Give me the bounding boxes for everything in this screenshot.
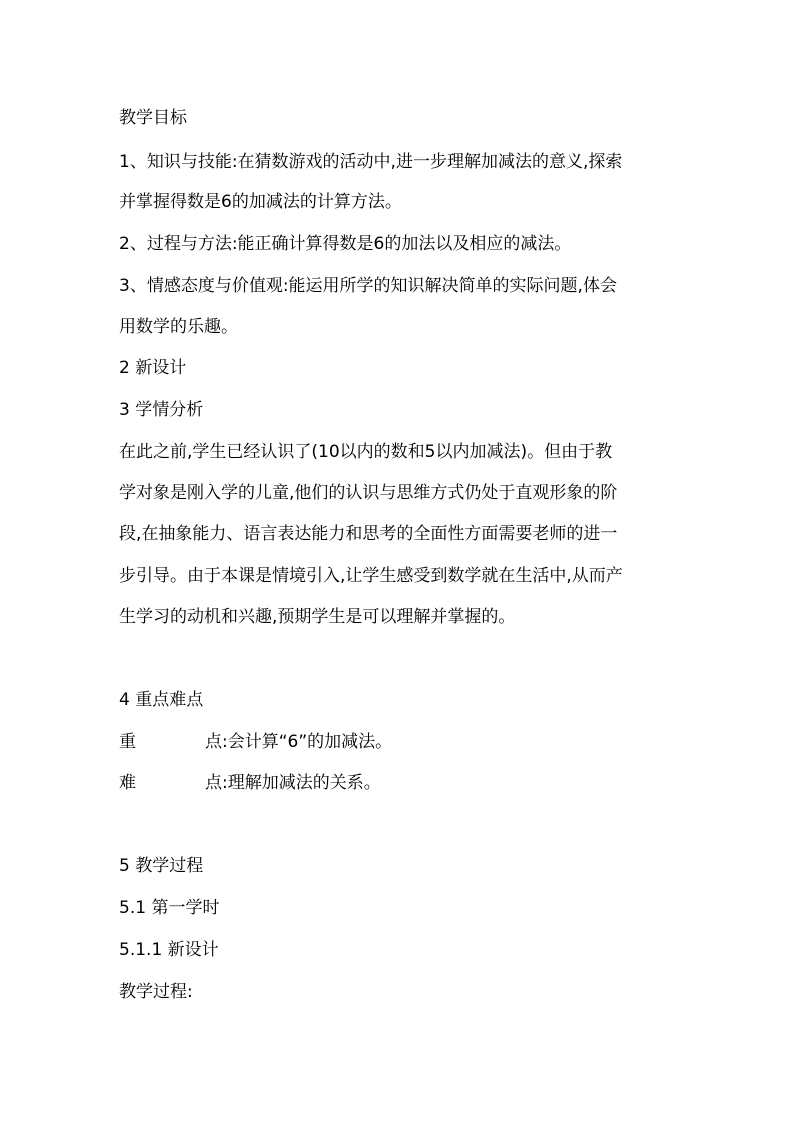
objective-2-line-1: 2、过程与方法:能正确计算得数是6的加法以及相应的减法。 <box>119 234 572 254</box>
analysis-line-1: 在此之前,学生已经认识了(10以内的数和5以内加减法)。但由于教 <box>119 442 613 462</box>
objective-1-line-2: 并掌握得数是6的加减法的计算方法。 <box>119 192 402 212</box>
section-5-heading: 5 教学过程 <box>119 856 204 876</box>
analysis-line-3: 段,在抽象能力、语言表达能力和思考的全面性方面需要老师的进一 <box>119 524 618 544</box>
objective-3-line-1: 3、情感态度与价值观:能运用所学的知识解决简单的实际问题,体会 <box>119 276 617 296</box>
analysis-line-5: 生学习的动机和兴趣,预期学生是可以理解并掌握的。 <box>119 607 516 627</box>
objectives-heading: 教学目标 <box>119 108 187 128</box>
section-4-heading: 4 重点难点 <box>119 690 204 710</box>
process-label: 教学过程: <box>119 982 193 1002</box>
difficult-point-row <box>119 771 381 795</box>
subsection-5-1: 5.1 第一学时 <box>119 898 220 918</box>
difficult-point-label: 难 <box>119 773 136 793</box>
key-point-text: 点:会计算“6”的加减法。 <box>205 732 393 752</box>
objective-3-line-2: 用数学的乐趣。 <box>119 317 238 337</box>
key-point-label: 重 <box>119 732 136 752</box>
key-point-row <box>119 730 392 754</box>
subsection-5-1-1: 5.1.1 新设计 <box>119 940 219 960</box>
section-2-heading: 2 新设计 <box>119 358 187 378</box>
analysis-line-4: 步引导。由于本课是情境引入,让学生感受到数学就在生活中,从而产 <box>119 566 623 586</box>
section-3-heading: 3 学情分析 <box>119 400 204 420</box>
difficult-point-text: 点:理解加减法的关系。 <box>205 773 381 793</box>
objective-1-line-1: 1、知识与技能:在猜数游戏的活动中,进一步理解加减法的意义,探索 <box>119 152 623 172</box>
analysis-line-2: 学对象是刚入学的儿童,他们的认识与思维方式仍处于直观形象的阶 <box>119 483 618 503</box>
